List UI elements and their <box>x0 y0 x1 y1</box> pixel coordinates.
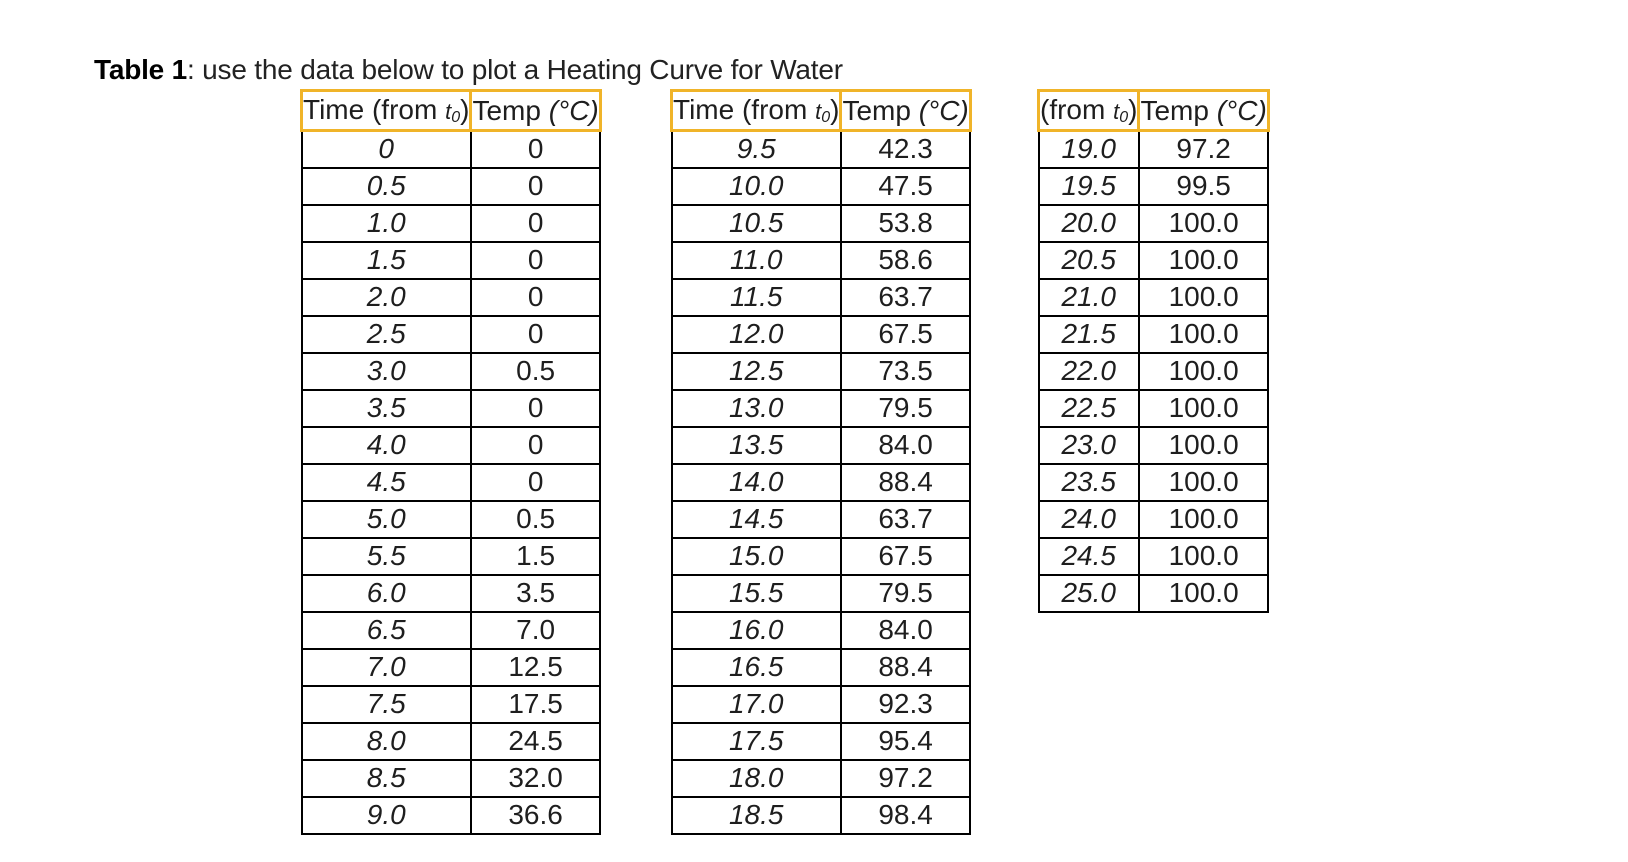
temp-cell: 32.0 <box>471 760 600 797</box>
temp-cell: 0.5 <box>471 501 600 538</box>
temp-cell: 67.5 <box>841 538 970 575</box>
table-row <box>1039 279 1269 316</box>
time-cell: 8.0 <box>302 723 471 760</box>
temp-cell: 84.0 <box>841 427 970 464</box>
table-row <box>302 686 601 723</box>
temp-cell: 0 <box>471 242 600 279</box>
column-header-temp: Temp (°C) <box>471 91 600 131</box>
table-row <box>302 316 601 353</box>
temp-cell: 79.5 <box>841 390 970 427</box>
data-block-b <box>670 89 972 835</box>
temp-cell: 0 <box>471 131 600 168</box>
table-row <box>672 316 971 353</box>
temp-cell: 84.0 <box>841 612 970 649</box>
time-cell: 17.5 <box>672 723 841 760</box>
time-cell: 2.0 <box>302 279 471 316</box>
table-row <box>1039 464 1269 501</box>
time-cell: 18.5 <box>672 797 841 834</box>
temp-cell: 100.0 <box>1139 501 1268 538</box>
temp-cell: 0 <box>471 464 600 501</box>
time-cell: 13.5 <box>672 427 841 464</box>
table-row <box>1039 427 1269 464</box>
temp-cell: 7.0 <box>471 612 600 649</box>
time-cell: 23.0 <box>1039 427 1139 464</box>
time-cell: 1.0 <box>302 205 471 242</box>
temp-cell: 0 <box>471 205 600 242</box>
time-cell: 9.0 <box>302 797 471 834</box>
temp-cell: 100.0 <box>1139 575 1268 612</box>
temp-cell: 47.5 <box>841 168 970 205</box>
table-row <box>1039 131 1269 168</box>
table-row <box>672 723 971 760</box>
temp-cell: 88.4 <box>841 649 970 686</box>
caption-text: : use the data below to plot a Heating Curve for Water <box>187 54 843 85</box>
temp-cell: 67.5 <box>841 316 970 353</box>
temp-cell: 100.0 <box>1139 316 1268 353</box>
table-row <box>672 760 971 797</box>
time-cell: 22.5 <box>1039 390 1139 427</box>
time-cell: 10.5 <box>672 205 841 242</box>
table-row <box>302 501 601 538</box>
temp-cell: 0 <box>471 168 600 205</box>
time-cell: 1.5 <box>302 242 471 279</box>
time-cell: 21.5 <box>1039 316 1139 353</box>
temp-cell: 36.6 <box>471 797 600 834</box>
temp-cell: 73.5 <box>841 353 970 390</box>
table-row <box>672 538 971 575</box>
time-cell: 11.5 <box>672 279 841 316</box>
temp-cell: 0.5 <box>471 353 600 390</box>
table-row <box>302 353 601 390</box>
table-row <box>672 205 971 242</box>
time-cell: 14.0 <box>672 464 841 501</box>
temp-cell: 100.0 <box>1139 464 1268 501</box>
time-cell: 25.0 <box>1039 575 1139 612</box>
time-cell: 20.0 <box>1039 205 1139 242</box>
temp-cell: 24.5 <box>471 723 600 760</box>
table-row <box>302 538 601 575</box>
temp-cell: 100.0 <box>1139 242 1268 279</box>
table-row <box>672 168 971 205</box>
temp-cell: 99.5 <box>1139 168 1268 205</box>
temp-cell: 88.4 <box>841 464 970 501</box>
time-cell: 14.5 <box>672 501 841 538</box>
header-row <box>302 91 601 131</box>
table-row <box>672 390 971 427</box>
temp-cell: 53.8 <box>841 205 970 242</box>
time-cell: 15.5 <box>672 575 841 612</box>
time-cell: 12.0 <box>672 316 841 353</box>
time-cell: 10.0 <box>672 168 841 205</box>
data-block-a <box>300 89 602 835</box>
table-row <box>302 390 601 427</box>
table-row <box>1039 501 1269 538</box>
time-cell: 20.5 <box>1039 242 1139 279</box>
temp-cell: 98.4 <box>841 797 970 834</box>
header-row <box>672 91 971 131</box>
temp-cell: 0 <box>471 279 600 316</box>
table-row <box>1039 316 1269 353</box>
temp-cell: 17.5 <box>471 686 600 723</box>
time-cell: 4.0 <box>302 427 471 464</box>
temp-cell: 42.3 <box>841 131 970 168</box>
temp-cell: 0 <box>471 390 600 427</box>
temp-cell: 100.0 <box>1139 353 1268 390</box>
time-cell: 21.0 <box>1039 279 1139 316</box>
time-cell: 16.5 <box>672 649 841 686</box>
temp-cell: 97.2 <box>1139 131 1268 168</box>
caption-label: Table 1 <box>94 54 188 85</box>
time-cell: 24.0 <box>1039 501 1139 538</box>
table-row <box>302 279 601 316</box>
time-cell: 16.0 <box>672 612 841 649</box>
time-cell: 19.0 <box>1039 131 1139 168</box>
time-cell: 22.0 <box>1039 353 1139 390</box>
table-row <box>302 464 601 501</box>
table-row <box>1039 242 1269 279</box>
header-row <box>1039 91 1269 131</box>
time-cell: 23.5 <box>1039 464 1139 501</box>
time-cell: 7.0 <box>302 649 471 686</box>
table-row <box>672 131 971 168</box>
time-cell: 15.0 <box>672 538 841 575</box>
time-cell: 2.5 <box>302 316 471 353</box>
table-row <box>1039 168 1269 205</box>
table-row <box>302 427 601 464</box>
time-cell: 19.5 <box>1039 168 1139 205</box>
temp-cell: 63.7 <box>841 279 970 316</box>
temp-cell: 100.0 <box>1139 390 1268 427</box>
temp-cell: 63.7 <box>841 501 970 538</box>
temp-cell: 0 <box>471 427 600 464</box>
column-header-temp: Temp (°C) <box>1139 91 1268 131</box>
time-cell: 11.0 <box>672 242 841 279</box>
temp-cell: 58.6 <box>841 242 970 279</box>
table-row <box>302 797 601 834</box>
time-cell: 9.5 <box>672 131 841 168</box>
table-row <box>302 649 601 686</box>
table-row <box>1039 205 1269 242</box>
time-cell: 12.5 <box>672 353 841 390</box>
column-header-time: Time (from $t_0$) <box>302 91 471 131</box>
table-caption <box>94 52 843 88</box>
table-row <box>672 464 971 501</box>
column-header-temp: Temp (°C) <box>841 91 970 131</box>
table-row <box>302 168 601 205</box>
time-cell: 17.0 <box>672 686 841 723</box>
time-cell: 5.0 <box>302 501 471 538</box>
table-row <box>1039 575 1269 612</box>
temp-cell: 97.2 <box>841 760 970 797</box>
table-row <box>672 797 971 834</box>
table-row <box>672 353 971 390</box>
temp-cell: 1.5 <box>471 538 600 575</box>
table-row <box>1039 353 1269 390</box>
temp-cell: 95.4 <box>841 723 970 760</box>
table-row <box>302 760 601 797</box>
time-cell: 3.0 <box>302 353 471 390</box>
time-cell: 0.5 <box>302 168 471 205</box>
column-header-time: (from $t_0$) <box>1039 91 1139 131</box>
table-row <box>672 242 971 279</box>
temp-cell: 100.0 <box>1139 427 1268 464</box>
time-cell: 6.0 <box>302 575 471 612</box>
table-row <box>302 131 601 168</box>
table-row <box>672 575 971 612</box>
table-row <box>1039 390 1269 427</box>
temp-cell: 3.5 <box>471 575 600 612</box>
table-row <box>672 427 971 464</box>
time-cell: 6.5 <box>302 612 471 649</box>
temp-cell: 100.0 <box>1139 279 1268 316</box>
table-row <box>672 686 971 723</box>
table-row <box>302 612 601 649</box>
table-row <box>302 723 601 760</box>
time-cell: 5.5 <box>302 538 471 575</box>
time-cell: 24.5 <box>1039 538 1139 575</box>
table-row <box>302 205 601 242</box>
table-row <box>672 501 971 538</box>
table-row <box>1039 538 1269 575</box>
table-row <box>302 242 601 279</box>
time-cell: 7.5 <box>302 686 471 723</box>
temp-cell: 100.0 <box>1139 538 1268 575</box>
time-cell: 4.5 <box>302 464 471 501</box>
table-row <box>672 612 971 649</box>
table-row <box>672 649 971 686</box>
temp-cell: 100.0 <box>1139 205 1268 242</box>
time-cell: 18.0 <box>672 760 841 797</box>
table-row <box>302 575 601 612</box>
temp-cell: 79.5 <box>841 575 970 612</box>
time-cell: 8.5 <box>302 760 471 797</box>
temp-cell: 0 <box>471 316 600 353</box>
data-block-c <box>1037 89 1270 613</box>
time-cell: 3.5 <box>302 390 471 427</box>
column-header-time: Time (from $t_0$) <box>672 91 841 131</box>
temp-cell: 92.3 <box>841 686 970 723</box>
table-row <box>672 279 971 316</box>
time-cell: 0 <box>302 131 471 168</box>
time-cell: 13.0 <box>672 390 841 427</box>
temp-cell: 12.5 <box>471 649 600 686</box>
